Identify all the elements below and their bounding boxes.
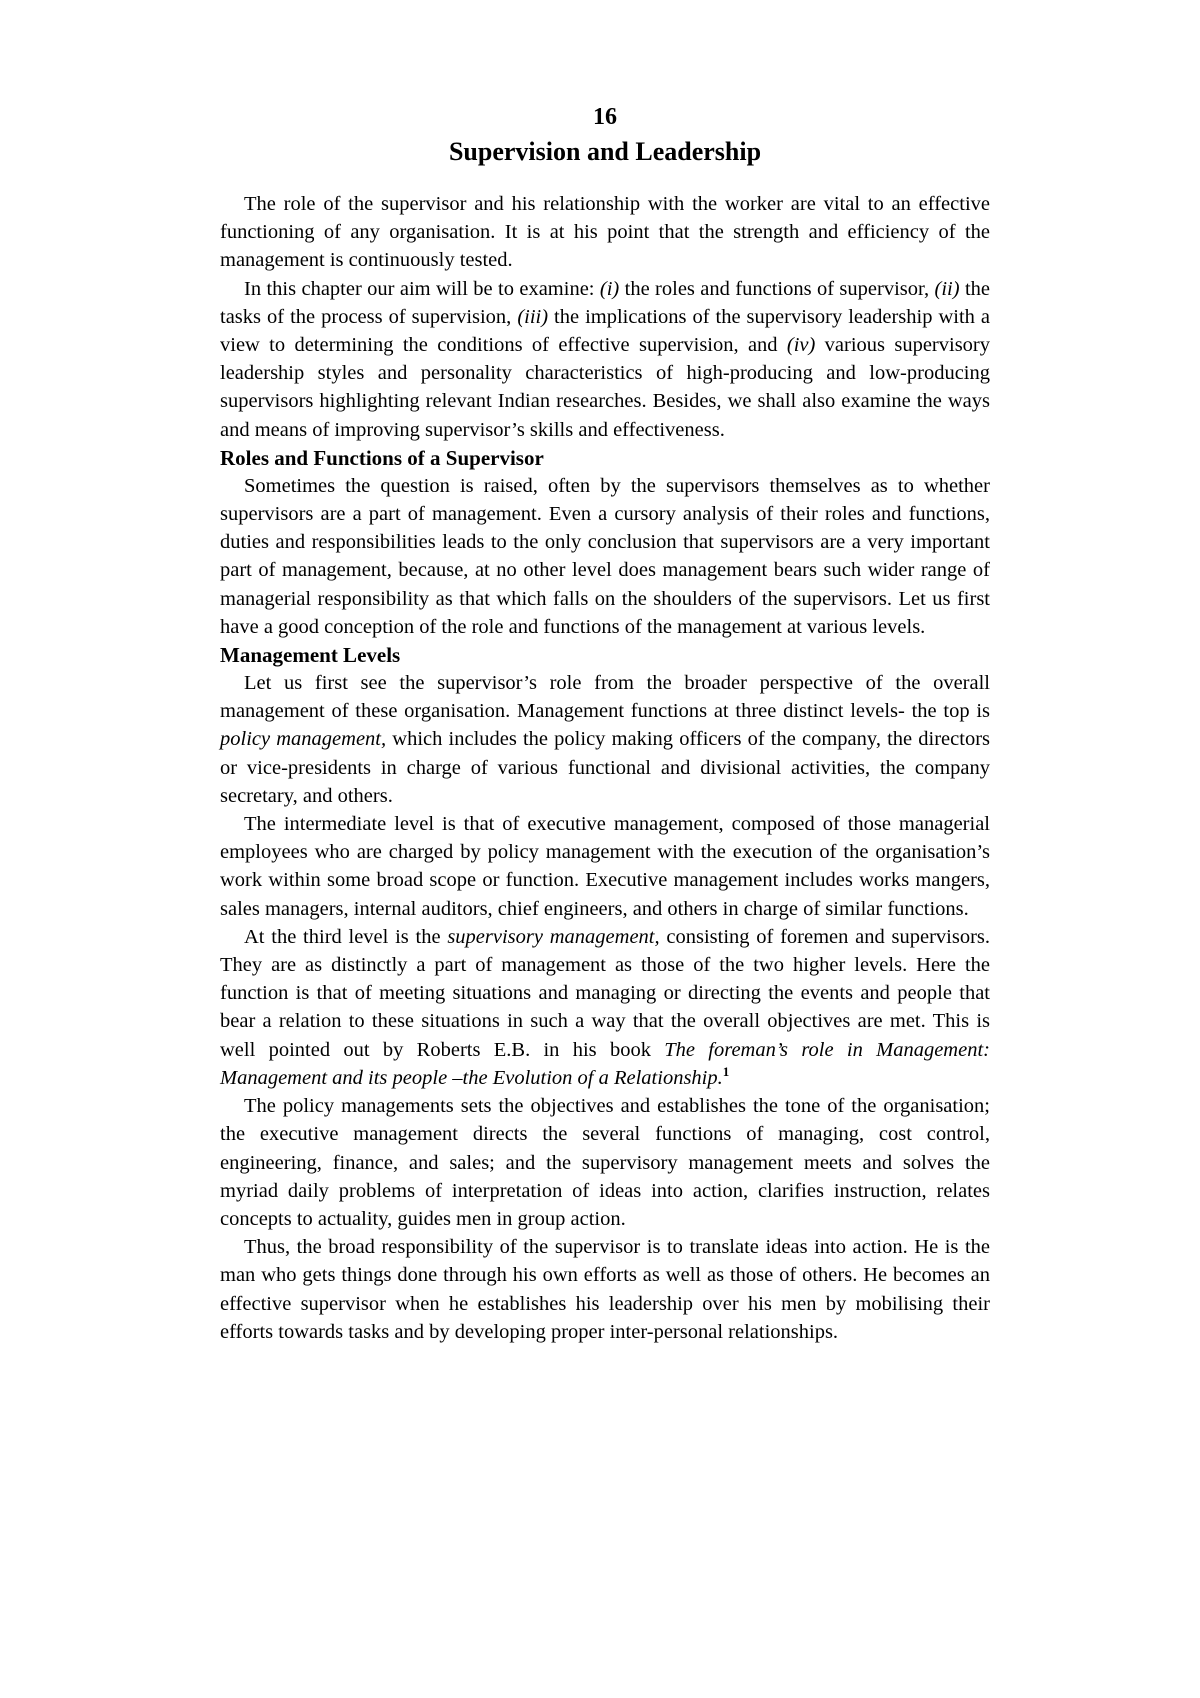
chapter-title: Supervision and Leadership: [448, 137, 762, 166]
levels-text: Let us first see the supervisor’s role from the broader perspective of the overall management of these organisation. Management functions at three distinct levels- the top is: [220, 672, 990, 723]
intro-text: various supervisory leadership styles and personality characteristics of high-producing and low-producing supervisors highlighting relevant Indian researches. Besides, we shall also examine the ways and means of improving supervisor’s skills and effectiveness.: [220, 334, 990, 441]
section-heading-roles: Roles and Functions of a Supervisor: [220, 445, 544, 470]
footnote-marker: 1: [722, 1064, 730, 1080]
intro-text: the tasks of the process of supervision,: [220, 277, 990, 328]
intro-text: In this chapter our aim will be to examine:: [244, 277, 600, 300]
levels-text: At the third level is the: [244, 925, 448, 948]
chapter-number: 16: [593, 104, 617, 130]
levels-text: consisting of foremen and supervisors. They are as distinctly a part of management as those of the two higher levels. Here the function is that of meeting situations and managing or directing the events and people that bear a relation to these situations in such a way that the overall objectives are met. This is well pointed out by Roberts E.B. in his book: [220, 925, 991, 1061]
list-marker-i: (i): [599, 277, 620, 300]
list-marker-ii: (ii): [934, 277, 960, 300]
levels-text: which includes the policy making officers of the company, the directors or vice-presidents in charge of various functional and divisional activities, the company secretary, and others.: [220, 728, 991, 807]
list-marker-iv: (iv): [786, 334, 816, 357]
list-marker-iii: (iii): [517, 305, 549, 328]
intro-paragraph-1: The role of the supervisor and his relationship with the worker are vital to an effective functioning of any organisation. It is at his point that the strength and efficiency of the management is continuously tested.: [220, 193, 990, 272]
levels-paragraph-3: [220, 923, 990, 1092]
book-title: The foreman’s role in Management: Management and its people –the Evolution of a Relationship.: [220, 1038, 990, 1089]
levels-paragraph-4: The policy managements sets the objectives and establishes the tone of the organisation; the executive management directs the several functions of managing, cost control, engineering, finance, and sales; and the supervisory management meets and solves the myriad daily problems of interpretation of ideas into action, clarifies instruction, relates concepts to actuality, guides men in group action.: [220, 1095, 990, 1230]
supervisory-management-term: supervisory management,: [447, 925, 660, 948]
intro-text: the implications of the supervisory leadership with a view to determining the conditions of effective supervision, and: [220, 305, 990, 357]
intro-text: the roles and functions of supervisor,: [619, 277, 935, 300]
levels-paragraph-5: Thus, the broad responsibility of the supervisor is to translate ideas into action. He is the man who gets things done through his own efforts as well as those of others. He becomes an effective supervisor when he establishes his leadership over his men by mobilising their efforts towards tasks and by developing proper inter-personal relationships.: [220, 1236, 990, 1343]
policy-management-term: policy management,: [220, 728, 387, 751]
levels-paragraph-1: [220, 669, 990, 810]
document-page: [220, 100, 990, 1346]
roles-paragraph-1: Sometimes the question is raised, often by the supervisors themselves as to whether supervisors are a part of management. Even a cursory analysis of their roles and functions, duties and responsibilities leads to the only conclusion that supervisors are a very important part of management, because, at no other level does management bears such wider range of managerial responsibility as that which falls on the shoulders of the supervisors. Let us first have a good conception of the role and functions of the management at various levels.: [220, 474, 990, 638]
section-heading-levels: Management Levels: [220, 643, 401, 668]
intro-paragraph-2: [220, 275, 990, 444]
levels-paragraph-2: The intermediate level is that of executive management, composed of those managerial employees who are charged by policy management with the execution of the organisation’s work within some broad scope or function. Executive management includes works mangers, sales managers, internal auditors, chief engineers, and others in charge of similar functions.: [220, 813, 990, 920]
